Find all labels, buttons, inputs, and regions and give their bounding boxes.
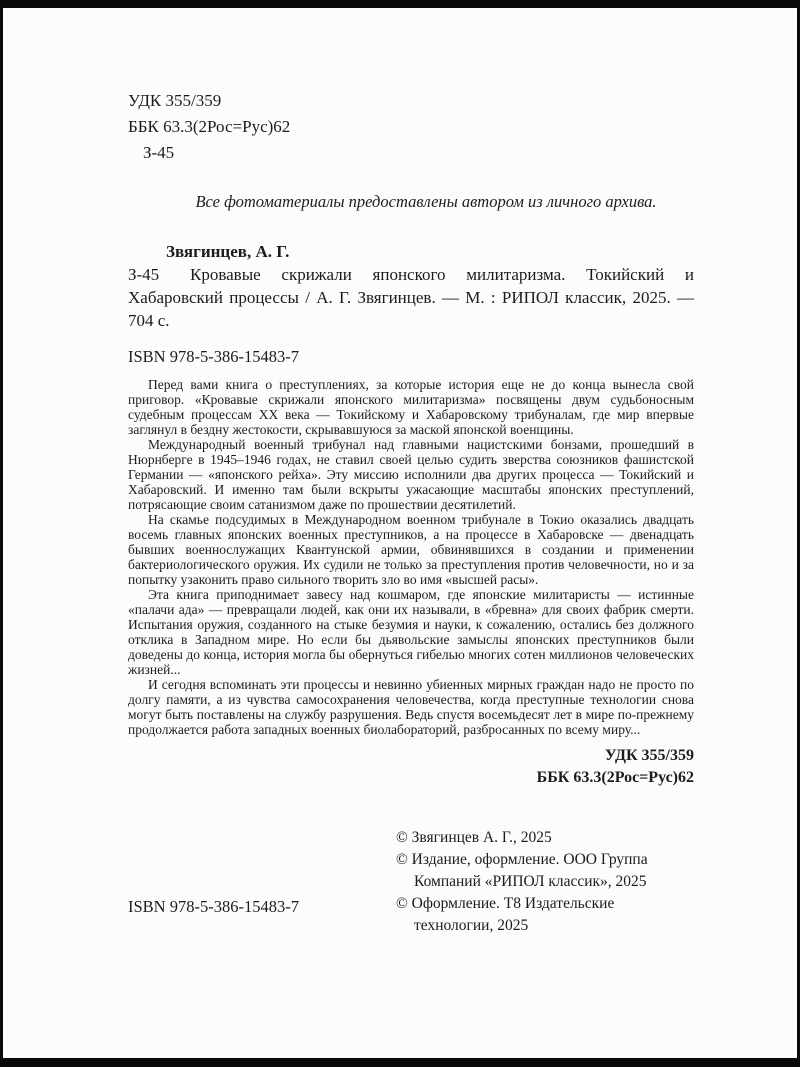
udk-code-bottom: УДК 355/359 (604, 747, 694, 764)
bbk-code-bottom: ББК 63.3(2Рос=Рус)62 (536, 769, 694, 786)
copyright-line: © Звягинцев А. Г., 2025 (396, 829, 552, 846)
annotation-paragraph: Эта книга приподнимает завесу над кошмаром, где японские милитаристы — истинные «палачи ада» — превращали людей, как они их называли, в «бревна» для своих фабрик смерти. Испытания оружия, созданного на стыке безумия и науки, к сожалению, остались без должного отклика в Западном мире. Но если бы дьявольские замыслы японских преступников были доведены до конца, история могла бы обернуться гибелью многих сотен миллионов человеческих жизней... (128, 587, 694, 677)
copyright-line: © Издание, оформление. ООО Группа Компаний «РИПОЛ классик», 2025 (396, 851, 648, 890)
udk-code-top: УДК 355/359 (128, 91, 222, 110)
bbk-code-top: ББК 63.3(2Рос=Рус)62 (128, 117, 291, 136)
page-content (128, 88, 694, 939)
annotation-paragraph: На скамье подсудимых в Международном военном трибунале в Токио оказались двадцать восемь главных японских военных преступников, а на процессе в Хабаровске — двенадцать бывших военнослужащих Квантунской армии, обвинявшихся в создании и применении бактериологического оружия. Их судили не только за преступления против человечности, но и за попытку узаконить право сильного творить зло во имя «высшей расы». (128, 512, 694, 587)
catalog-entry-text: Кровавые скрижали японского милитаризма. Токийский и Хабаровский процессы / А. Г. Звягинцев. — М. : РИПОЛ классик, 2025. — 704 с. (128, 265, 694, 330)
catalog-author-sign: З-45 (128, 265, 160, 284)
copyright-block (396, 827, 696, 937)
catalog-author: Звягинцев, А. Г. (166, 242, 290, 261)
annotation-block (128, 377, 694, 737)
annotation-paragraph: Международный военный трибунал над главными нацистскими бонзами, прошедший в Нюрнберге в 1945–1946 годах, не ставил своей целью судить зверства союзников фашистской Германии — «японского рейха». Эту миссию исполнили два других процесса — Токийский и Хабаровский. И именно там были вскрыты ужасающие масштабы японских преступлений, потрясающие своим сатанизмом даже по прошествии десятилетий. (128, 437, 694, 512)
isbn-top: ISBN 978-5-386-15483-7 (128, 347, 299, 366)
classification-codes-top (128, 88, 694, 166)
copyright-line: © Оформление. Т8 Издательские технологии, 2025 (396, 895, 615, 934)
photo-credit-note: Все фотоматериалы предоставлены автором из личного архива. (195, 192, 657, 211)
annotation-paragraph: И сегодня вспоминать эти процессы и невинно убиенных мирных граждан надо не просто по долгу памяти, а из чувства самосохранения человечества, когда преступные технологии снова могут быть поставлены на службу разрушения. Ведь спустя восемьдесят лет в мире по-прежнему продолжается работа западных военных биолабораторий, разбросанных по всему миру... (128, 677, 694, 737)
imprint-bottom-row (128, 827, 694, 939)
catalog-entry (128, 263, 694, 332)
author-sign-code-top: З-45 (143, 143, 175, 162)
classification-codes-bottom (128, 745, 694, 789)
annotation-paragraph: Перед вами книга о преступлениях, за которые история еще не до конца вынесла свой приговор. «Кровавые скрижали японского милитаризма» посвящены двум судьбоносным судебным процессам XX века — Токийскому и Хабаровскому трибуналам, где мир впервые заглянул в бездну жестокости, скрывавшуюся за маской японской военщины. (128, 377, 694, 437)
isbn-bottom: ISBN 978-5-386-15483-7 (128, 897, 299, 916)
